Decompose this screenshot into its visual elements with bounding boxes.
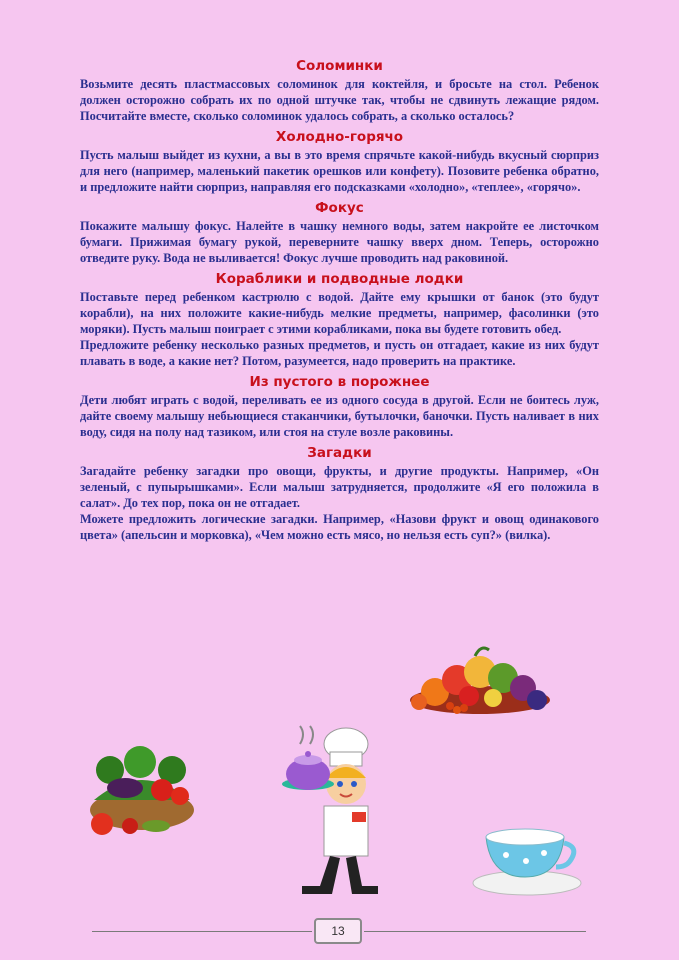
vegetable-basket-illustration [80, 740, 200, 840]
section-paragraph: Предложите ребенку несколько разных предметов, и пусть он отгадает, какие из них будут плавать в воде, а какие нет? Потом, разумеется, надо проверить на практике. [80, 338, 599, 368]
section-title: Загадки [307, 445, 372, 461]
section-hot-cold [80, 129, 599, 195]
section-paragraph: Загадайте ребенку загадки про овощи, фрукты, и другие продукты. Например, «Он зеленый, с пупырышками». Если малыш затрудняется, продолжите «Я его положила в салат». До тех пор, пока он не отгадает. [80, 464, 599, 510]
section-title: Кораблики и подводные лодки [215, 271, 464, 287]
article-content [80, 58, 599, 543]
section-paragraph: Дети любят играть с водой, переливать ее из одного сосуда в другой. Если не боитесь луж, дайте своему малышу небьющиеся стаканчики, бутылочки, баночки. Пусть наливает в них воду, сидя на полу над тазиком, или стоя на стуле возле раковины. [80, 393, 599, 439]
teacup-illustration [470, 815, 585, 905]
section-paragraph: Покажите малышу фокус. Налейте в чашку немного воды, затем накройте ее листочком бумаги. Прижимая бумагу рукой, переверните чашку вверх дном. Теперь, осторожно отведите руку. Вода не выливается! Фокус лучше проводить над раковиной. [80, 219, 599, 265]
section-paragraph: Можете предложить логические загадки. Например, «Назови фрукт и овощ одинакового цвета» (апельсин и морковка), «Чем можно есть мясо, но нельзя есть суп?» (вилка). [80, 512, 599, 542]
section-paragraph: Возьмите десять пластмассовых соломинок для коктейля, и бросьте на стол. Ребенок должен осторожно собрать их по одной штучке так, чтобы не сдвинуть лежащие рядом. Посчитайте вместе, сколько соломинок удалось собрать, а сколько осталось? [80, 77, 599, 123]
footer-rule-left [92, 931, 312, 932]
section-title: Холодно-горячо [275, 129, 404, 145]
section-title: Фокус [315, 200, 364, 216]
section-paragraph: Поставьте перед ребенком кастрюлю с водой. Дайте ему крышки от банок (это будут корабли), на них положите какие-нибудь мелкие предметы, например, фасолинки (это моряки). Пусть малыш поиграет с этими корабликами, пока вы будете готовить обед. [80, 290, 599, 336]
section-pouring [80, 374, 599, 440]
chef-boy-illustration [278, 722, 403, 902]
footer-rule-right [364, 931, 586, 932]
section-title: Из пустого в порожнее [249, 374, 430, 390]
section-title: Соломинки [296, 58, 383, 74]
section-boats [80, 271, 599, 369]
section-riddles [80, 445, 599, 543]
section-trick [80, 200, 599, 266]
page-number: 13 [314, 918, 362, 944]
fruit-basket-illustration [405, 640, 555, 720]
section-straws [80, 58, 599, 124]
section-paragraph: Пусть малыш выйдет из кухни, а вы в это время спрячьте какой-нибудь вкусный сюрприз для него (например, маленький пакетик орешков или конфету). Позовите ребенка обратно, и предложите найти сюрприз, направляя его подсказками «холодно», «теплее», «горячо». [80, 148, 599, 194]
